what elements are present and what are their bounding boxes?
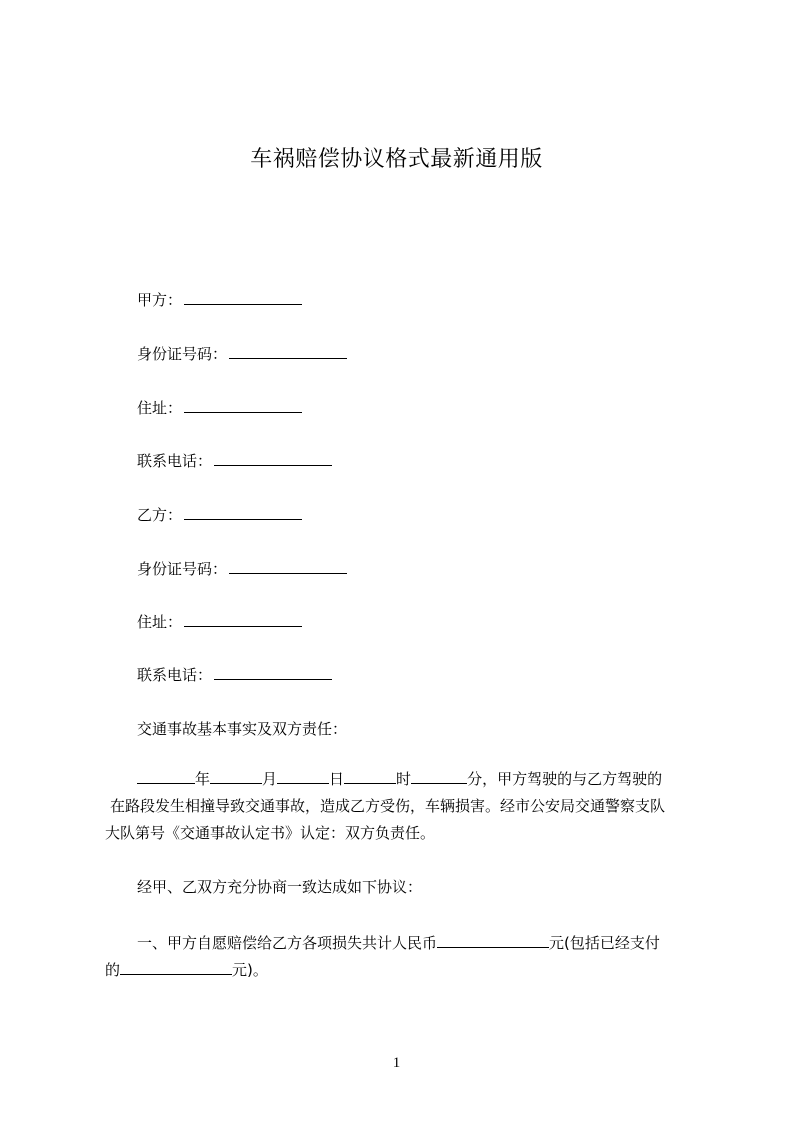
- party-a-phone-label: 联系电话：: [137, 452, 213, 470]
- agreement-intro: 经甲、乙双方充分协商一致达成如下协议：: [137, 878, 423, 896]
- party-a-phone-field: [137, 451, 332, 471]
- party-b-address-label: 住址：: [137, 613, 183, 631]
- party-b-phone-field: [137, 665, 332, 685]
- party-b-id-blank: [229, 559, 347, 574]
- month-blank: [210, 770, 262, 784]
- minute-text: 分，甲方驾驶的与乙方驾驶的: [467, 770, 663, 788]
- party-b-id-field: [137, 559, 347, 579]
- party-a-id-blank: [229, 344, 347, 359]
- party-b-address-blank: [184, 612, 302, 627]
- hour-label: 时: [396, 770, 412, 788]
- party-a-name-label: 甲方：: [137, 291, 183, 309]
- party-b-address-field: [137, 612, 302, 632]
- page-number: 1: [392, 1055, 401, 1071]
- paid-amount-blank: [120, 961, 232, 975]
- party-b-phone-blank: [214, 665, 332, 680]
- clause-1-line-1: [105, 930, 705, 957]
- month-label: 月: [262, 770, 278, 788]
- party-a-address-blank: [184, 398, 302, 413]
- document-title: 车祸赔偿协议格式最新通用版: [250, 147, 543, 172]
- party-b-name-blank: [184, 505, 302, 520]
- day-label: 日: [329, 770, 345, 788]
- accident-paragraph: [105, 766, 705, 847]
- year-blank: [137, 770, 195, 784]
- year-label: 年: [195, 770, 211, 788]
- day-blank: [277, 770, 329, 784]
- party-a-id-field: [137, 344, 347, 364]
- total-amount-blank: [437, 934, 549, 948]
- party-a-address-field: [137, 398, 302, 418]
- facts-heading: 交通事故基本事实及双方责任：: [137, 720, 348, 738]
- party-a-name-field: [137, 290, 302, 310]
- clause-1: [105, 930, 705, 984]
- minute-blank: [411, 770, 467, 784]
- clause-1-text-a: 一、甲方自愿赔偿给乙方各项损失共计人民币: [137, 934, 438, 952]
- hour-blank: [344, 770, 396, 784]
- accident-line-2: 在路段发生相撞导致交通事故，造成乙方受伤，车辆损害。经市公安局交通警察支队: [110, 797, 666, 815]
- clause-1-text-d: 元)。: [232, 961, 268, 979]
- party-b-phone-label: 联系电话：: [137, 666, 213, 684]
- party-b-name-label: 乙方：: [137, 506, 183, 524]
- party-a-address-label: 住址：: [137, 399, 183, 417]
- party-b-name-field: [137, 505, 302, 525]
- accident-line-3: 大队第号《交通事故认定书》认定：双方负责任。: [105, 824, 436, 842]
- party-a-id-label: 身份证号码：: [137, 345, 228, 363]
- party-b-id-label: 身份证号码：: [137, 560, 228, 578]
- party-a-name-blank: [184, 290, 302, 305]
- clause-1-text-c: 的: [105, 961, 121, 979]
- clause-1-text-b: 元(包括已经支付: [549, 934, 660, 952]
- party-a-phone-blank: [214, 451, 332, 466]
- clause-1-line-2: [105, 957, 705, 984]
- accident-line-1: [105, 766, 705, 793]
